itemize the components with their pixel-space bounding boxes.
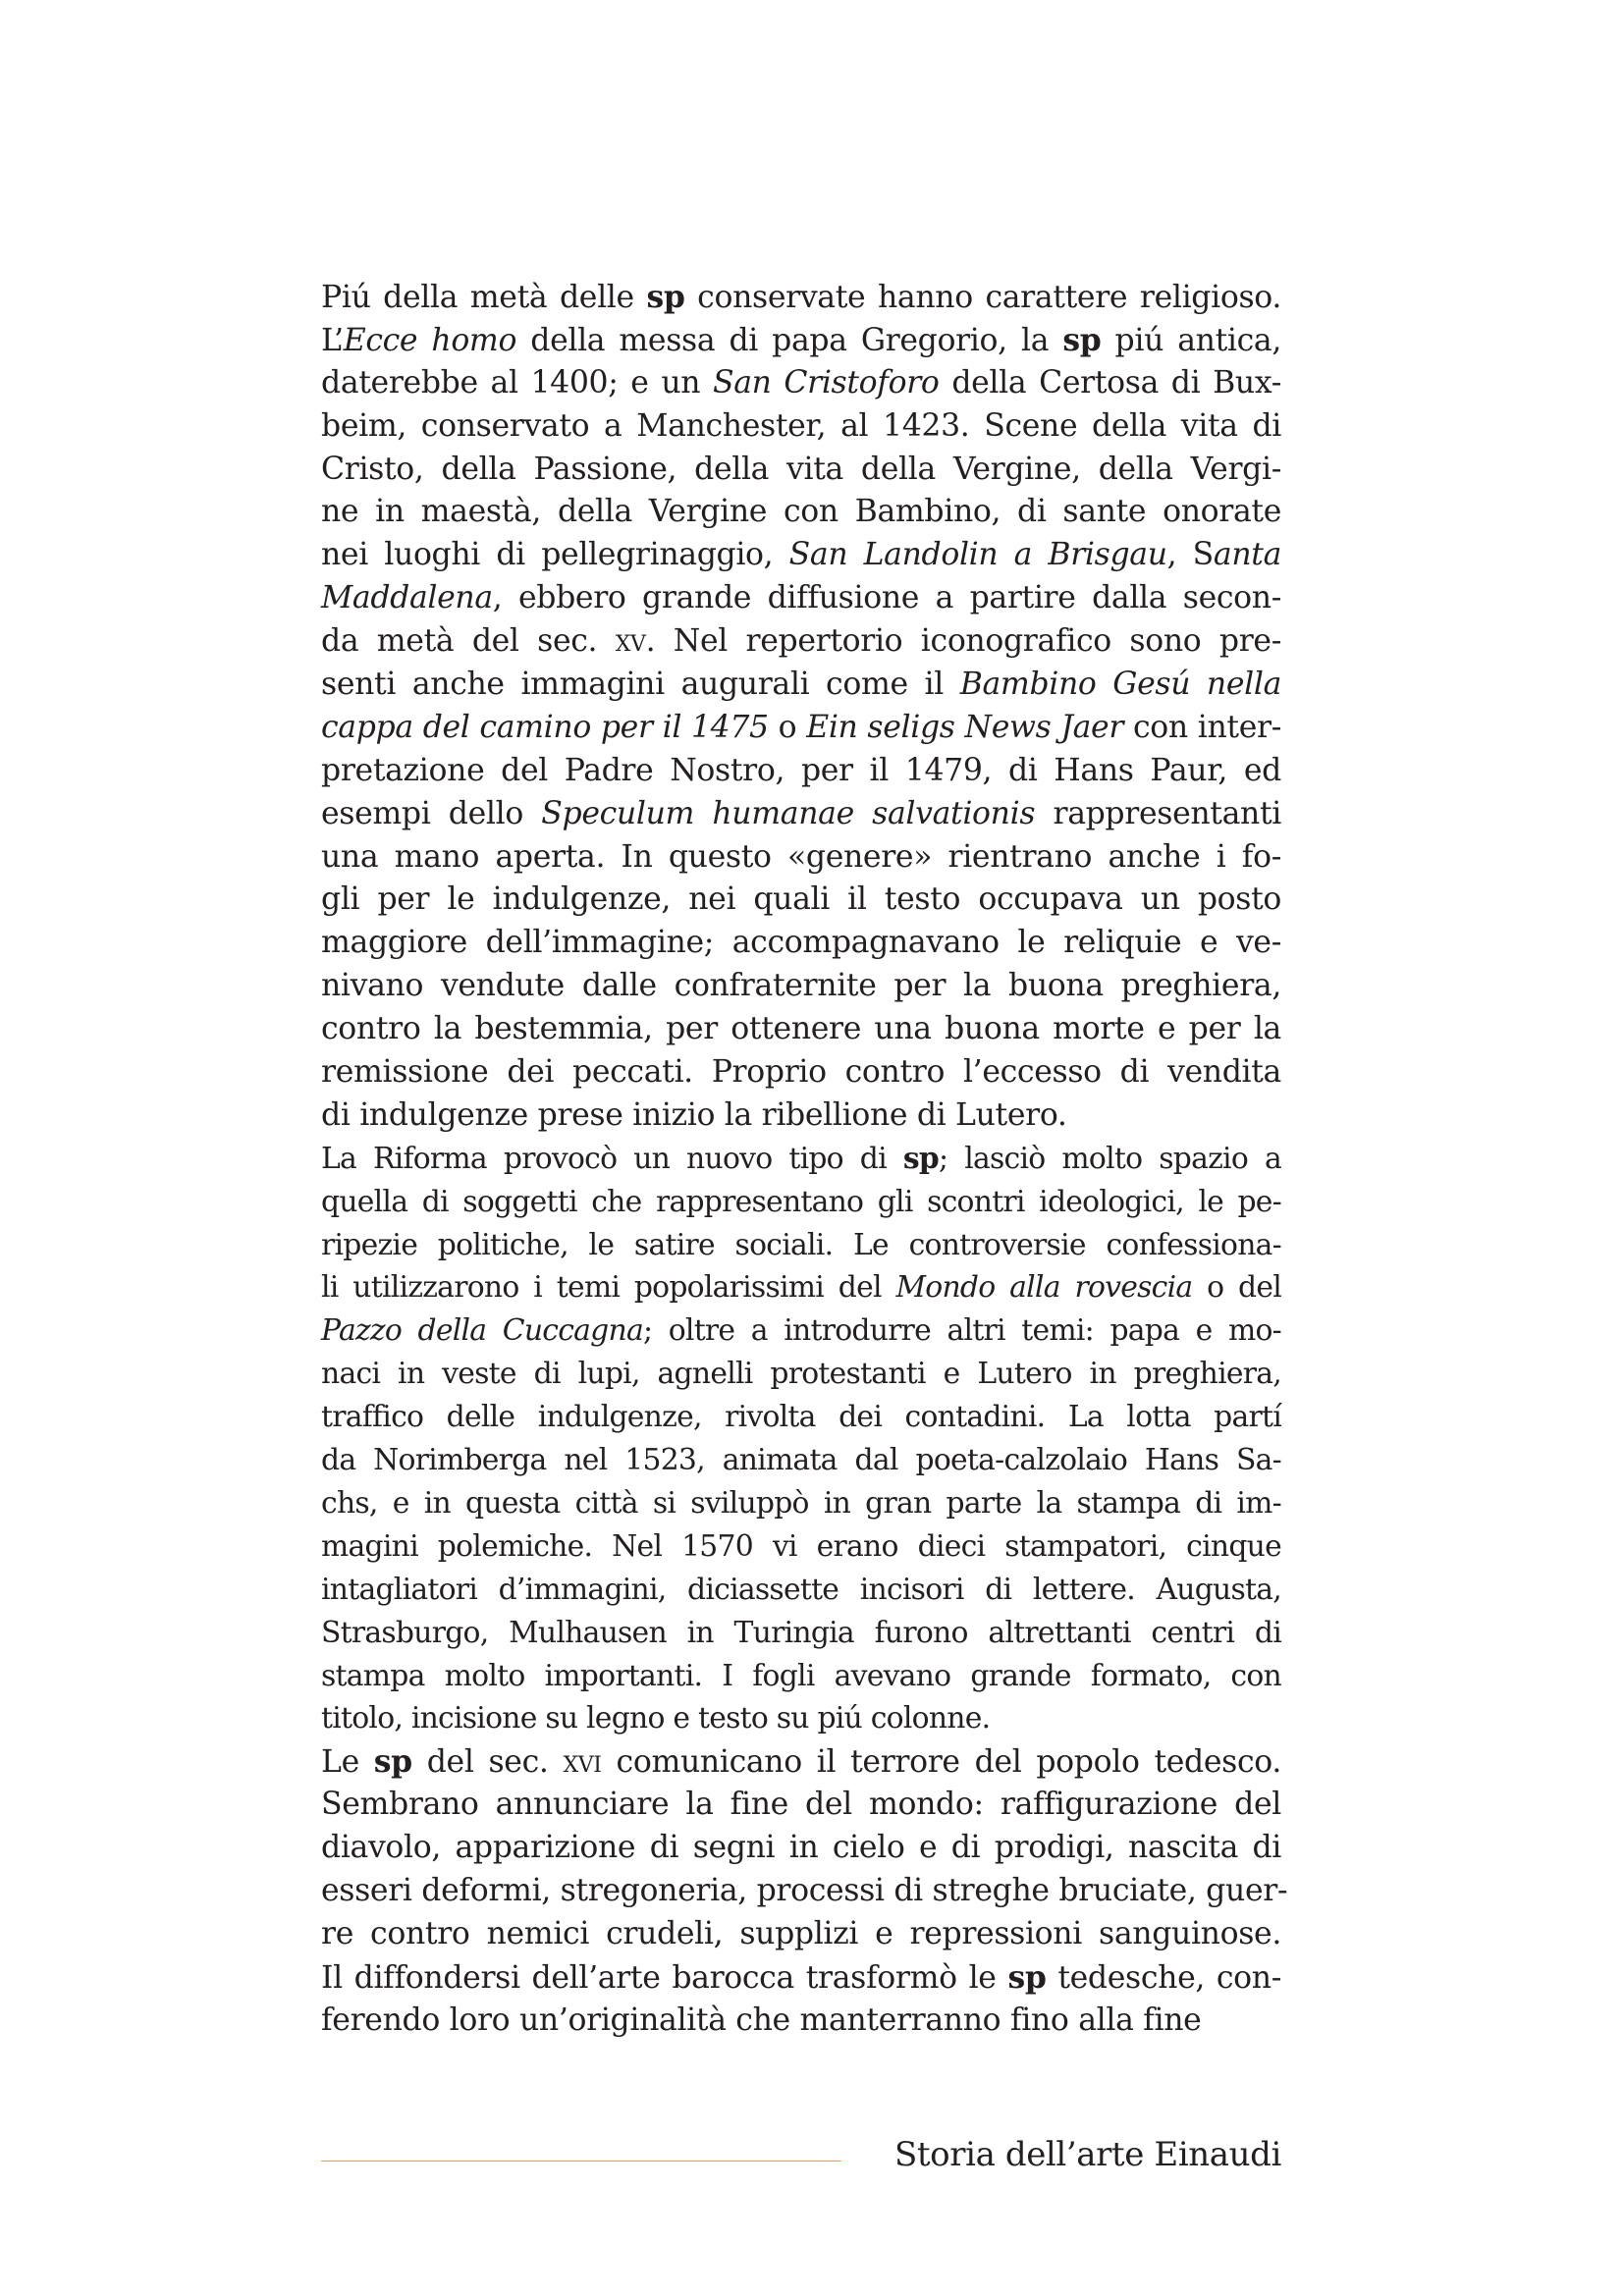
text-line <box>321 1784 1281 1827</box>
text-run: magini polemiche. Nel 1570 vi erano dieci stampatori, cinque <box>321 1528 1281 1564</box>
text-run: Le <box>321 1744 374 1781</box>
text-line <box>321 449 1281 492</box>
text-line <box>321 362 1281 405</box>
text-run: , S <box>1166 537 1214 573</box>
text-line <box>321 405 1281 449</box>
text-run: Sembrano annunciare la fine del mondo: raffigurazione del <box>321 1787 1281 1823</box>
text-line <box>321 319 1281 362</box>
text-line <box>321 1740 1281 1784</box>
italic-title: San Cristoforo <box>713 364 940 400</box>
italic-title: San Landolin a Brisgau <box>788 537 1167 573</box>
text-run: Cristo, della Passione, della vita della Vergine, della Vergi- <box>321 451 1281 487</box>
text-run: , ebbero grande diffusione a partire dalla secon- <box>492 580 1281 616</box>
text-run: del sec. <box>411 1744 564 1781</box>
text-run: daterebbe al 1400; e un <box>321 364 713 400</box>
text-line <box>321 1051 1281 1095</box>
century-numeral: xvi <box>563 1744 602 1781</box>
text-run: comunicano il terrore del popolo tedesco. <box>601 1744 1281 1781</box>
italic-title: Pazzo della Cuccagna <box>321 1313 643 1349</box>
text-line <box>321 491 1281 534</box>
text-run: li utilizzarono i temi popolarissimi del <box>321 1270 896 1306</box>
text-line <box>321 1309 1281 1353</box>
text-line <box>321 1181 1281 1224</box>
footer-title: Storia dell’arte Einaudi <box>894 2135 1281 2174</box>
italic-title: Ein seligs News Jaer <box>806 709 1124 745</box>
text-run: naci in veste di lupi, agnelli protestanti e Lutero in preghiera, <box>321 1357 1281 1392</box>
text-line <box>321 707 1281 750</box>
text-run: nivano vendute dalle confraternite per la buona preghiera, <box>321 968 1281 1004</box>
italic-title: cappa del camino per il 1475 <box>321 709 769 745</box>
text-run: stampa molto importanti. I fogli avevano grande formato, con <box>321 1658 1281 1693</box>
text-run: maggiore dell’immagine; accompagnavano le reliquie e ve- <box>321 925 1281 961</box>
text-line <box>321 1569 1281 1612</box>
text-run: Piú della metà delle <box>321 280 647 315</box>
page-footer <box>321 2130 1281 2179</box>
text-run: ; lasciò molto spazio a <box>938 1141 1281 1176</box>
text-run: della messa di papa Gregorio, la <box>516 322 1063 358</box>
text-run: pretazione del Padre Nostro, per il 1479, di Hans Paur, ed <box>321 752 1281 788</box>
text-run: ne in maestà, della Vergine con Bambino, di sante onorate <box>321 494 1281 530</box>
text-run: da metà del sec. <box>321 623 616 660</box>
text-run: o <box>768 709 807 745</box>
text-line <box>321 1612 1281 1655</box>
text-line <box>321 1913 1281 1956</box>
text-run: di indulgenze prese inizio la ribellione di Lutero. <box>321 1096 1067 1133</box>
text-run: conservate hanno carattere religioso. <box>684 280 1281 315</box>
text-line <box>321 1525 1281 1569</box>
text-line <box>321 1482 1281 1525</box>
text-run: diavolo, apparizione di segni in cielo e di prodigi, nascita di <box>321 1830 1281 1866</box>
text-run: contro la bestemmia, per ottenere una buona morte e per la <box>321 1011 1281 1047</box>
text-line <box>321 1008 1281 1051</box>
text-line <box>321 1827 1281 1870</box>
italic-title: Bambino Gesú nella <box>959 667 1281 703</box>
text-line <box>321 664 1281 707</box>
text-line <box>321 1138 1281 1181</box>
text-line <box>321 836 1281 880</box>
text-run: titolo, incisione su legno e testo su piú colonne. <box>321 1701 991 1736</box>
text-line <box>321 1439 1281 1482</box>
text-run: remissione dei peccati. Proprio contro l’eccesso di vendita <box>321 1054 1281 1091</box>
italic-title: Speculum humanae salvationis <box>541 795 1036 831</box>
footer-rule <box>321 2161 841 2162</box>
text-line <box>321 1266 1281 1309</box>
text-line <box>321 922 1281 965</box>
bold-abbreviation: sp <box>373 1743 412 1781</box>
text-line <box>321 793 1281 836</box>
text-run: . Nel repertorio iconografico sono pre- <box>645 623 1281 660</box>
text-line <box>321 1353 1281 1396</box>
text-run: esempi dello <box>321 795 542 831</box>
century-numeral: xv <box>615 623 646 660</box>
text-run: tedesche, con- <box>1046 1959 1282 1996</box>
text-run: della Certosa di Bux- <box>939 364 1281 400</box>
text-run: intagliatori d’immagini, diciassette incisori di lettere. Augusta, <box>321 1572 1281 1607</box>
text-run: Il diffondersi dell’arte barocca trasformò le <box>321 1959 1008 1996</box>
text-run: con inter- <box>1123 709 1281 745</box>
text-run: ; oltre a introdurre altri temi: papa e mo- <box>642 1313 1281 1349</box>
text-line <box>321 620 1281 664</box>
text-run: ripezie politiche, le satire sociali. Le controversie confessiona- <box>321 1227 1281 1262</box>
text-run: La Riforma provocò un nuovo tipo di <box>321 1141 903 1176</box>
text-run: senti anche immagini augurali come il <box>321 667 960 703</box>
text-run: esseri deformi, stregoneria, processi di streghe bruciate, guer- <box>321 1872 1288 1908</box>
text-line <box>321 2000 1281 2043</box>
text-run: o del <box>1192 1270 1281 1306</box>
text-run: rappresentanti <box>1035 795 1282 831</box>
body-text <box>321 276 1288 2043</box>
text-line <box>321 1697 1281 1740</box>
text-line <box>321 1224 1281 1267</box>
text-run: una mano aperta. In questo «genere» rientrano anche i fo- <box>321 838 1281 875</box>
bold-abbreviation: sp <box>646 279 685 315</box>
text-run: Strasburgo, Mulhausen in Turingia furono altrettanti centri di <box>321 1615 1281 1650</box>
text-run: traffico delle indulgenze, rivolta dei contadini. La lotta partí <box>321 1400 1281 1435</box>
text-run: chs, e in questa città si sviluppò in gran parte la stampa di im- <box>321 1485 1281 1521</box>
text-line <box>321 276 1281 319</box>
text-line <box>321 750 1281 793</box>
bold-abbreviation: sp <box>1062 321 1102 358</box>
text-run: L’ <box>321 322 344 358</box>
bold-abbreviation: sp <box>902 1141 939 1176</box>
text-run: piú antica, <box>1101 322 1281 358</box>
text-line <box>321 534 1281 577</box>
italic-title: anta <box>1213 537 1281 573</box>
bold-abbreviation: sp <box>1007 1958 1047 1996</box>
text-line <box>321 577 1281 620</box>
italic-title: Maddalena <box>321 580 493 616</box>
text-run: nei luoghi di pellegrinaggio, <box>321 537 789 573</box>
text-line <box>321 1396 1281 1439</box>
text-run: ferendo loro un’originalità che manterranno fino alla fine <box>321 2002 1202 2038</box>
text-run: quella di soggetti che rappresentano gli scontri ideologici, le pe- <box>321 1184 1281 1219</box>
text-line <box>321 1870 1288 1913</box>
text-line <box>321 1956 1281 2000</box>
text-run: da Norimberga nel 1523, animata dal poeta-calzolaio Hans Sa- <box>321 1443 1281 1478</box>
text-run: re contro nemici crudeli, supplizi e repressioni sanguinose. <box>321 1915 1281 1951</box>
italic-title: Ecce homo <box>343 322 517 358</box>
text-run: gli per le indulgenze, nei quali il testo occupava un posto <box>321 881 1281 918</box>
text-run: beim, conservato a Manchester, al 1423. Scene della vita di <box>321 407 1281 444</box>
text-line <box>321 879 1281 922</box>
text-line <box>321 965 1281 1008</box>
italic-title: Mondo alla rovescia <box>895 1270 1193 1306</box>
text-line <box>321 1095 1281 1138</box>
text-line <box>321 1655 1281 1698</box>
